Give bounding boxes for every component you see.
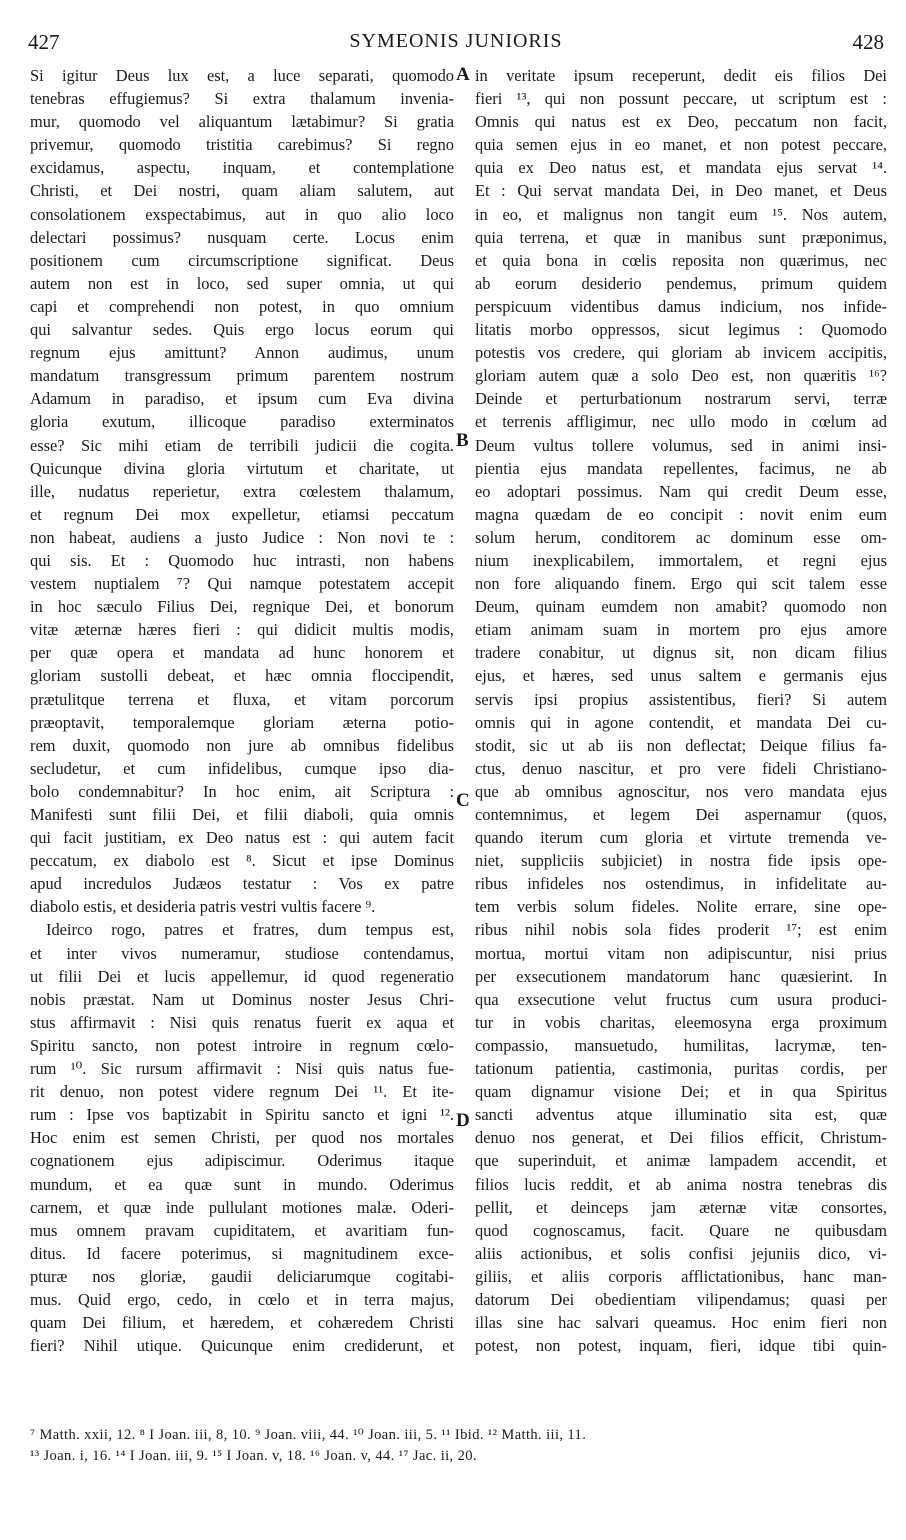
text-line: contemnimus, et legem Dei aspernamur (quos, <box>475 805 887 824</box>
text-line: apud incredulos Judæos testatur : Vos ex patre <box>30 874 454 894</box>
text-line: Deum, quinam eumdem non amabit? quomodo non <box>475 597 887 617</box>
text-line: regnum ejus amittunt? Annon audimus, unum <box>30 343 454 363</box>
text-line: non fore aliquando finem. Ergo qui scit talem esse <box>475 574 887 594</box>
text-line: et inter vivos numeramur, studiose contendamus, <box>30 943 454 963</box>
text-line: per exsecutionem mandatorum hanc quæsierint. In <box>475 966 887 986</box>
text-line: vitæ æternæ hæres fieri : qui didicit multis modis, <box>30 620 454 640</box>
text-line: nobis præstat. Nam ut Dominus noster Jesus Chri- <box>30 989 454 1009</box>
text-line: aliis actionibus, et solis confisi jejuniis dico, vi- <box>475 1243 887 1263</box>
text-line: Et : Qui servat mandata Dei, in Deo manet, et Deus <box>475 181 887 201</box>
text-line: etiam animam suam in mortem pro ejus amore <box>475 620 887 640</box>
text-line: servis ipsi propius assistentibus, fieri? Si autem <box>475 689 887 709</box>
text-line: tationum patientia, castimonia, puritas cordis, per <box>475 1059 887 1079</box>
text-line: gloria exutum, illicoque paradiso exterminatos <box>30 412 454 432</box>
text-line: Omnis qui natus est ex Deo, peccatum non facit, <box>475 112 887 132</box>
text-line: qui salvantur sedes. Quis ergo locus eorum qui <box>30 320 454 340</box>
text-line: ribus infideles nos ostendimus, in infidelitate au- <box>475 874 887 894</box>
text-line: delectari possimus? nusquam certe. Locus enim <box>30 227 454 247</box>
text-line: mundum, et ea quæ sunt in mundo. Oderimus <box>30 1174 454 1194</box>
text-line: omnis qui in agone contendit, et mandata Dei cu- <box>475 712 887 732</box>
text-line: perspicuum videntibus damus indicium, nos infide- <box>475 296 887 316</box>
text-line: rum ¹⁰. Sic rursum affirmavit : Nisi quis natus fue- <box>30 1059 454 1079</box>
text-line: qui sis. Et : Quomodo huc intrasti, non habens <box>30 550 454 570</box>
text-line: capi et comprehendi non potest, in quo omnium <box>30 296 454 316</box>
text-line: ribus nihil nobis sola fides proderit ¹⁷; est enim <box>475 920 887 940</box>
page-number-left: 427 <box>28 30 60 54</box>
text-line: mortua, mortui vitam non adipiscuntur, nisi prius <box>475 943 887 963</box>
text-line: ctus, denuo nascitur, et pro vere fideli Christiano- <box>475 758 887 778</box>
text-line: quod cognoscamus, facit. Quare ne quibusdam <box>475 1220 887 1240</box>
text-line: mus. Quid ergo, cedo, in cœlo et in terra majus, <box>30 1289 454 1309</box>
text-line: diabolo estis, et desideria patris vestri vultis facere ⁹. <box>30 897 376 917</box>
section-marker-c: C <box>456 790 470 811</box>
text-line: Ideirco rogo, patres et fratres, dum tempus est, <box>46 920 454 940</box>
text-line: denuo nos generat, et Dei filios efficit, Christum- <box>475 1128 887 1148</box>
text-line: tradere conabitur, ut dignus sit, non dicam filius <box>475 643 887 663</box>
text-line: tem verbis solum fideles. Nolite errare, sine ope- <box>475 897 887 917</box>
text-line: ditus. Id facere poterimus, si magnitudinem exce- <box>30 1243 454 1263</box>
text-line: cognationem ejus adipiscimur. Oderimus itaque <box>30 1151 454 1171</box>
text-line: vestem nuptialem ⁷? Qui namque potestatem accepit <box>30 574 454 594</box>
text-line: rem duxit, quomodo non jure ab omnibus fidelibus <box>30 735 454 755</box>
page-number-right: 428 <box>852 30 884 54</box>
text-line: Adamum in paradiso, et ipsum cum Eva divina <box>30 389 454 409</box>
text-line: nium inexplicabilem, immortalem, et regni ejus <box>475 550 887 570</box>
text-line: per quæ opera et mandata ad hunc honorem et <box>30 643 454 663</box>
text-line: positionem cum circumscriptione significat. Deus <box>30 250 454 270</box>
text-line: Christi, et Dei nostri, quam aliam salutem, aut <box>30 181 454 201</box>
text-line: excidamus, aspectu, inquam, et contemplatione <box>30 158 454 178</box>
section-marker-a: A <box>456 64 470 85</box>
text-line: que superinduit, et animæ lampadem accendit, et <box>475 1151 887 1171</box>
text-line: consolationem exspectabimus, aut in quo alio loco <box>30 204 454 224</box>
text-line: rit denuo, non potest videre regnum Dei ¹¹. Et ite- <box>30 1082 454 1102</box>
text-line: ille, nudatus reperietur, extra cœlestem thalamum, <box>30 481 454 501</box>
text-line: tur in vobis charitas, eleemosyna erga proximum <box>475 1012 887 1032</box>
running-header <box>28 30 884 60</box>
text-line: pellit, et deinceps jam æternæ vitæ consortes, <box>475 1197 887 1217</box>
text-line: gloriam sustolli debeat, et hæc omnia floccipendit, <box>30 666 454 686</box>
text-line: qui facit justitiam, ex Deo natus est : qui autem facit <box>30 828 454 848</box>
text-line: mus omnem pravam cupiditatem, et avaritiam fun- <box>30 1220 454 1240</box>
text-line: giliis, et aliis corporis afflictationibus, hanc man- <box>475 1266 887 1286</box>
text-line: secludetur, et cum infidelibus, cumque ipso dia- <box>30 758 454 778</box>
section-marker-b: B <box>456 430 469 451</box>
text-line: Spiritu sancto, non potest introire in regnum cœlo- <box>30 1035 454 1055</box>
text-line: peccatum, ex diabolo est ⁸. Sicut et ipse Dominus <box>30 851 454 871</box>
text-line: potest, non potest, inquam, fieri, idque tibi quin- <box>475 1336 887 1356</box>
left-text-column <box>30 64 454 1357</box>
text-line: ut filii Dei et lucis appellemur, id quod regeneratio <box>30 966 454 986</box>
text-line: Manifesti sunt filii Dei, et filii diaboli, quia omnis <box>30 805 454 824</box>
text-line: et quia bona in cœlis reposita non quærimus, nec <box>475 250 887 270</box>
text-line: ab eorum desiderio pendemus, primum quidem <box>475 273 887 293</box>
footnote-line: ¹³ Joan. i, 16. ¹⁴ I Joan. iii, 9. ¹⁵ I Joan. v, 18. ¹⁶ Joan. v, 44. ¹⁷ Jac. ii, 20. <box>30 1448 477 1464</box>
text-line: filios lucis reddit, et ab anima nostra tenebras dis <box>475 1174 887 1194</box>
text-line: eo adoptari possimus. Nam qui credit Deum esse, <box>475 481 887 501</box>
text-line: Hoc enim est semen Christi, per quod nos mortales <box>30 1128 454 1148</box>
right-text-column <box>475 64 887 1357</box>
text-line: potestis vos credere, qui gloriam ab invicem accipitis, <box>475 343 887 363</box>
text-line: rum : Ipse vos baptizabit in Spiritu sancto et igni ¹². <box>30 1105 454 1125</box>
text-line: Quicunque divina gloria virtutum et charitate, ut <box>30 458 454 478</box>
text-line: pturæ nos gloriæ, gaudii deliciarumque cogitabi- <box>30 1266 454 1286</box>
text-line: bolo condemnabitur? In hoc enim, ait Scriptura : <box>30 781 454 801</box>
footnotes <box>30 1425 890 1467</box>
text-line: autem non est in loco, sed super omnia, ut qui <box>30 273 454 293</box>
text-line: gloriam autem quæ a solo Deo est, non quæritis ¹⁶? <box>475 366 887 386</box>
text-line: privemur, quomodo tristitia carebimus? Si regno <box>30 135 454 155</box>
text-line: stodit, sic ut ab iis non deflectat; Deique filius fa- <box>475 735 887 755</box>
text-line: prætulitque terrena et fluxa, et vitam porcorum <box>30 689 454 709</box>
text-line: quam Dei filium, et hæredem, et cohæredem Christi <box>30 1313 454 1333</box>
running-title: SYMEONIS JUNIORIS <box>349 30 563 52</box>
text-line: pientia ejus mandata repellentes, facimus, ne ab <box>475 458 887 478</box>
text-line: litatis morbo oppressos, sicut legimus : Quomodo <box>475 320 887 340</box>
text-line: in hoc sæculo Filius Dei, regnique Dei, et bonorum <box>30 597 454 617</box>
section-marker-d: D <box>456 1110 470 1131</box>
text-line: quam dignamur visione Dei; et in qua Spiritus <box>475 1082 887 1102</box>
text-line: niet, suppliciis subjiciet) in nostra fide ipsis ope- <box>475 851 887 871</box>
text-line: esse? Sic mihi etiam de terribili judicii die cogita. <box>30 435 454 455</box>
text-line: quia terrena, et quæ in manibus sunt præponimus, <box>475 227 887 247</box>
text-line: compassio, mansuetudo, humilitas, lacrymæ, ten- <box>475 1035 887 1055</box>
text-line: sancti adventus atque illuminatio sita est, quæ <box>475 1105 887 1125</box>
text-line: tenebras effugiemus? Si extra thalamum invenia- <box>30 89 454 109</box>
footnote-line: ⁷ Matth. xxii, 12. ⁸ I Joan. iii, 8, 10. ⁹ Joan. viii, 44. ¹⁰ Joan. iii, 5. ¹¹ Ibid. ¹² Matth. iii, 11. <box>30 1427 587 1443</box>
text-line: fieri? Nihil utique. Quicunque enim crediderunt, et <box>30 1336 454 1356</box>
text-line: mur, quomodo vel aliquantum lætabimur? Si gratia <box>30 112 454 132</box>
text-line: qua exsecutione velut fructus cum usura produci- <box>475 989 887 1009</box>
text-line: fieri ¹³, qui non possunt peccare, ut scriptum est : <box>475 89 887 109</box>
text-line: quando iterum cum gloria et virtute tremenda ve- <box>475 828 887 848</box>
text-line: Deinde et perturbationum nostrarum servi, terræ <box>475 389 887 409</box>
text-line: non habeat, audiens a justo Judice : Non novi te : <box>30 527 454 547</box>
text-line: que ab omnibus agnoscitur, nos vero mandata ejus <box>475 781 887 801</box>
text-line: Deum vultus tollere volumus, sed in animi insi- <box>475 435 887 455</box>
text-line: mandatum transgressum primum parentem nostrum <box>30 366 454 386</box>
text-line: datorum Dei obedientiam vilipendamus; quasi per <box>475 1289 887 1309</box>
text-line: stus affirmavit : Nisi quis renatus fuerit ex aqua et <box>30 1012 454 1032</box>
text-line: in veritate ipsum receperunt, dedit eis filios Dei <box>475 66 887 85</box>
text-line: ejus, et hæres, sed unus saltem e germanis ejus <box>475 666 887 686</box>
text-line: in eo, et malignus non tangit eum ¹⁵. Nos autem, <box>475 204 887 224</box>
text-line: quia ex Deo natus est, et mandata ejus servat ¹⁴. <box>475 158 887 178</box>
text-line: solum herum, conditorem ac dominum esse om- <box>475 527 887 547</box>
text-line: præoptavit, temporalemque gloriam æterna potio- <box>30 712 454 732</box>
text-line: magna quædam de eo concipit : novit enim eum <box>475 504 887 524</box>
text-line: carnem, et quæ inde pullulant motiones malæ. Oderi- <box>30 1197 454 1217</box>
text-line: et terrenis affligimur, nec ullo modo in cœlum ad <box>475 412 887 432</box>
text-line: et regnum Dei mox expelletur, etiamsi peccatum <box>30 504 454 524</box>
text-line: illas sine hac salvari queamus. Hoc enim fieri non <box>475 1313 887 1333</box>
text-line: quia semen ejus in eo manet, et non potest peccare, <box>475 135 887 155</box>
text-line: Si igitur Deus lux est, a luce separati, quomodo <box>30 66 454 85</box>
